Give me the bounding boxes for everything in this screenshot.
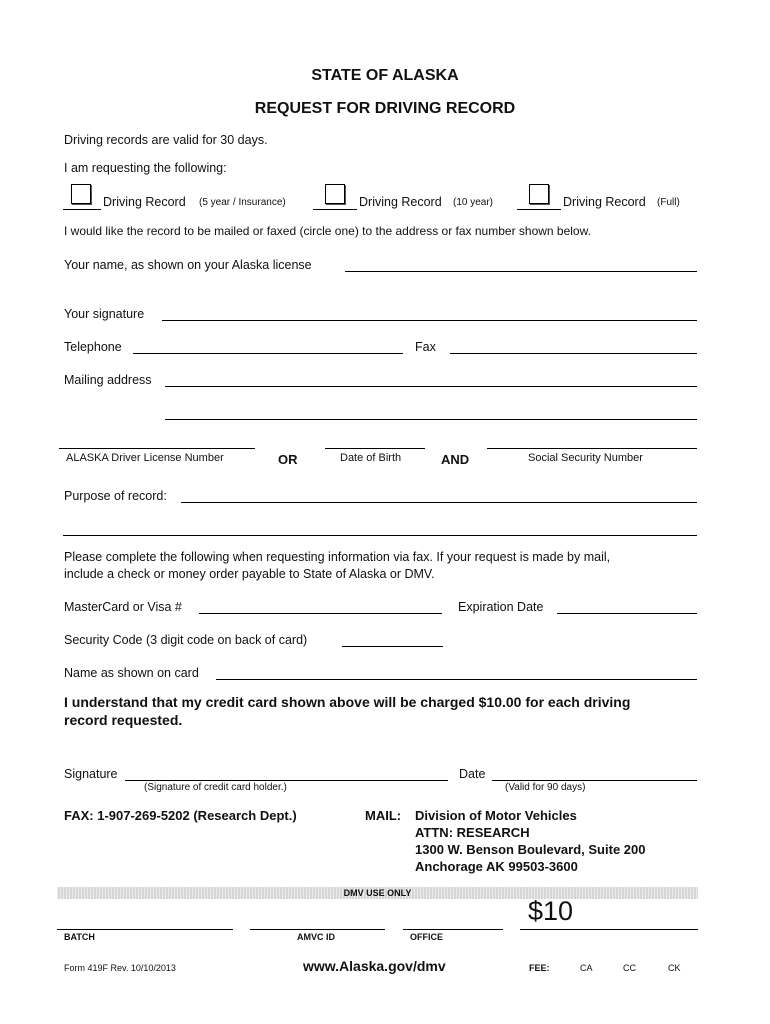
validity-note: Driving records are valid for 30 days. bbox=[64, 133, 268, 147]
telephone-input[interactable] bbox=[133, 337, 403, 354]
date-input[interactable] bbox=[492, 764, 697, 781]
card-signature-label: Signature bbox=[64, 767, 118, 781]
option-detail: (5 year / Insurance) bbox=[199, 197, 286, 208]
batch-label: BATCH bbox=[64, 932, 95, 942]
website[interactable]: www.Alaska.gov/dmv bbox=[303, 958, 446, 974]
fee-option-ca: CA bbox=[580, 963, 593, 973]
option-label: Driving Record bbox=[103, 195, 186, 209]
or-label: OR bbox=[278, 452, 298, 467]
ssn-label: Social Security Number bbox=[528, 452, 643, 464]
mailing-address-line2[interactable] bbox=[165, 403, 697, 420]
date-label: Date bbox=[459, 767, 486, 781]
fee-amount: $10 bbox=[528, 896, 574, 926]
charge-acknowledgement-2: record requested. bbox=[64, 712, 183, 728]
fax-label: Fax bbox=[415, 340, 436, 354]
card-number-input[interactable] bbox=[199, 597, 442, 614]
dmv-use-only-label: DMV USE ONLY bbox=[343, 888, 412, 898]
date-sub: (Valid for 90 days) bbox=[505, 782, 586, 793]
fax-instructions-2: include a check or money order payable to State of Alaska or DMV. bbox=[64, 567, 435, 581]
card-name-input[interactable] bbox=[216, 663, 697, 680]
card-signature-input[interactable] bbox=[125, 764, 448, 781]
amvc-id-label: AMVC ID bbox=[297, 932, 335, 942]
option-label: Driving Record bbox=[359, 195, 442, 209]
office-line bbox=[403, 929, 503, 930]
telephone-label: Telephone bbox=[64, 340, 122, 354]
license-number-label: ALASKA Driver License Number bbox=[66, 452, 224, 464]
ssn-input[interactable] bbox=[487, 432, 697, 449]
name-input[interactable] bbox=[345, 255, 697, 272]
fee-label: FEE: bbox=[529, 963, 550, 973]
fax-input[interactable] bbox=[450, 337, 697, 354]
signature-label: Your signature bbox=[64, 307, 145, 321]
security-code-input[interactable] bbox=[342, 630, 443, 647]
office-label: OFFICE bbox=[410, 932, 443, 942]
fax-instructions: Please complete the following when requesting information via fax. If your request is made by mail, bbox=[64, 550, 611, 564]
option-detail: (Full) bbox=[657, 197, 680, 208]
fee-option-cc: CC bbox=[623, 963, 636, 973]
fee-line bbox=[520, 929, 698, 930]
batch-line bbox=[57, 929, 233, 930]
mail-address-line: 1300 W. Benson Boulevard, Suite 200 bbox=[415, 842, 646, 857]
mail-address-line: Division of Motor Vehicles bbox=[415, 808, 577, 823]
mailing-address-label: Mailing address bbox=[64, 373, 152, 387]
form-title: STATE OF ALASKA bbox=[311, 67, 459, 84]
license-number-input[interactable] bbox=[59, 432, 255, 449]
amvc-line bbox=[250, 929, 385, 930]
mail-address-line: Anchorage AK 99503-3600 bbox=[415, 859, 578, 874]
option-label: Driving Record bbox=[563, 195, 646, 209]
mail-address-line: ATTN: RESEARCH bbox=[415, 825, 530, 840]
expiration-input[interactable] bbox=[557, 597, 697, 614]
mail-label: MAIL: bbox=[365, 808, 402, 823]
charge-acknowledgement: I understand that my credit card shown above will be charged $10.00 for each driving bbox=[64, 694, 631, 710]
form-subtitle: REQUEST FOR DRIVING RECORD bbox=[254, 100, 516, 117]
mail-or-fax-note: I would like the record to be mailed or faxed (circle one) to the address or fax number shown below. bbox=[64, 224, 591, 238]
card-number-label: MasterCard or Visa # bbox=[64, 600, 182, 614]
card-signature-sub: (Signature of credit card holder.) bbox=[144, 782, 287, 793]
purpose-label: Purpose of record: bbox=[64, 489, 167, 503]
fax-number: FAX: 1-907-269-5202 (Research Dept.) bbox=[64, 808, 297, 823]
checkbox-full[interactable] bbox=[529, 184, 549, 204]
checkbox-5-year[interactable] bbox=[71, 184, 91, 204]
security-code-label: Security Code (3 digit code on back of card) bbox=[64, 633, 308, 647]
requesting-label: I am requesting the following: bbox=[64, 161, 227, 175]
form-revision: Form 419F Rev. 10/10/2013 bbox=[64, 963, 176, 973]
mailing-address-line1[interactable] bbox=[165, 370, 697, 387]
dob-input[interactable] bbox=[325, 432, 425, 449]
option-detail: (10 year) bbox=[453, 197, 494, 208]
card-name-label: Name as shown on card bbox=[64, 666, 199, 680]
signature-input[interactable] bbox=[162, 304, 697, 321]
checkbox-10-year[interactable] bbox=[325, 184, 345, 204]
expiration-label: Expiration Date bbox=[458, 600, 544, 614]
purpose-input-line2[interactable] bbox=[63, 519, 697, 536]
dob-label: Date of Birth bbox=[340, 452, 402, 464]
fee-option-ck: CK bbox=[668, 963, 681, 973]
purpose-input-line1[interactable] bbox=[181, 486, 697, 503]
and-label: AND bbox=[441, 452, 470, 467]
name-label: Your name, as shown on your Alaska license bbox=[64, 258, 312, 272]
